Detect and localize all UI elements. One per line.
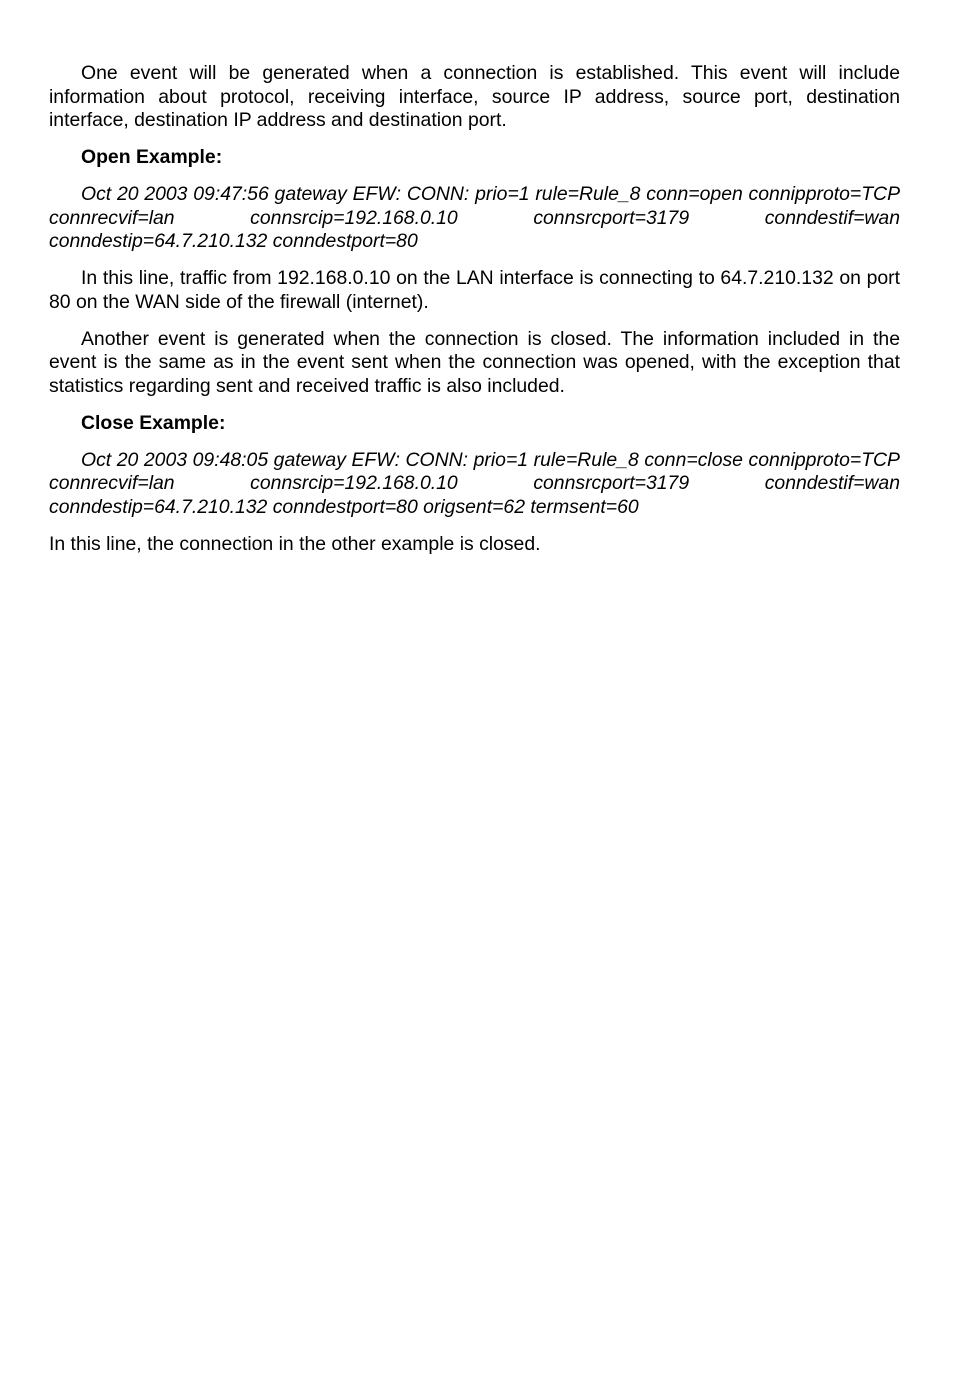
close-example-log-line: Oct 20 2003 09:48:05 gateway EFW: CONN: prio=1 rule=Rule_8 conn=close connipproto=TCP connrecvif=lan connsrcip=192.168.0.10 connsrcport=3179 conndestif=wan conndestip=64.7.210.132 conndestport=80 origsent=62 termsent=60 — [49, 448, 900, 518]
open-example-log-line: Oct 20 2003 09:47:56 gateway EFW: CONN: prio=1 rule=Rule_8 conn=open connipproto=TCP connrecvif=lan connsrcip=192.168.0.10 connsrcport=3179 conndestif=wan conndestip=64.7.210.132 conndestport=80 — [49, 183, 900, 252]
open-example-heading: Open Example: — [81, 146, 223, 168]
intro-paragraph: One event will be generated when a connection is established. This event will include information about protocol, receiving interface, source IP address, source port, destination interface, destination IP address and destination port. — [49, 62, 900, 131]
close-event-paragraph: Another event is generated when the connection is closed. The information included in the event is the same as in the event sent when the connection was opened, with the exception that statistics regarding sent and received traffic is also included. — [49, 327, 900, 397]
open-example-explanation: In this line, traffic from 192.168.0.10 on the LAN interface is connecting to 64.7.210.132 on port 80 on the WAN side of the firewall (internet). — [49, 267, 900, 313]
document-page — [49, 62, 900, 570]
close-example-heading: Close Example: — [81, 411, 226, 434]
close-example-explanation: In this line, the connection in the other example is closed. — [49, 532, 541, 555]
